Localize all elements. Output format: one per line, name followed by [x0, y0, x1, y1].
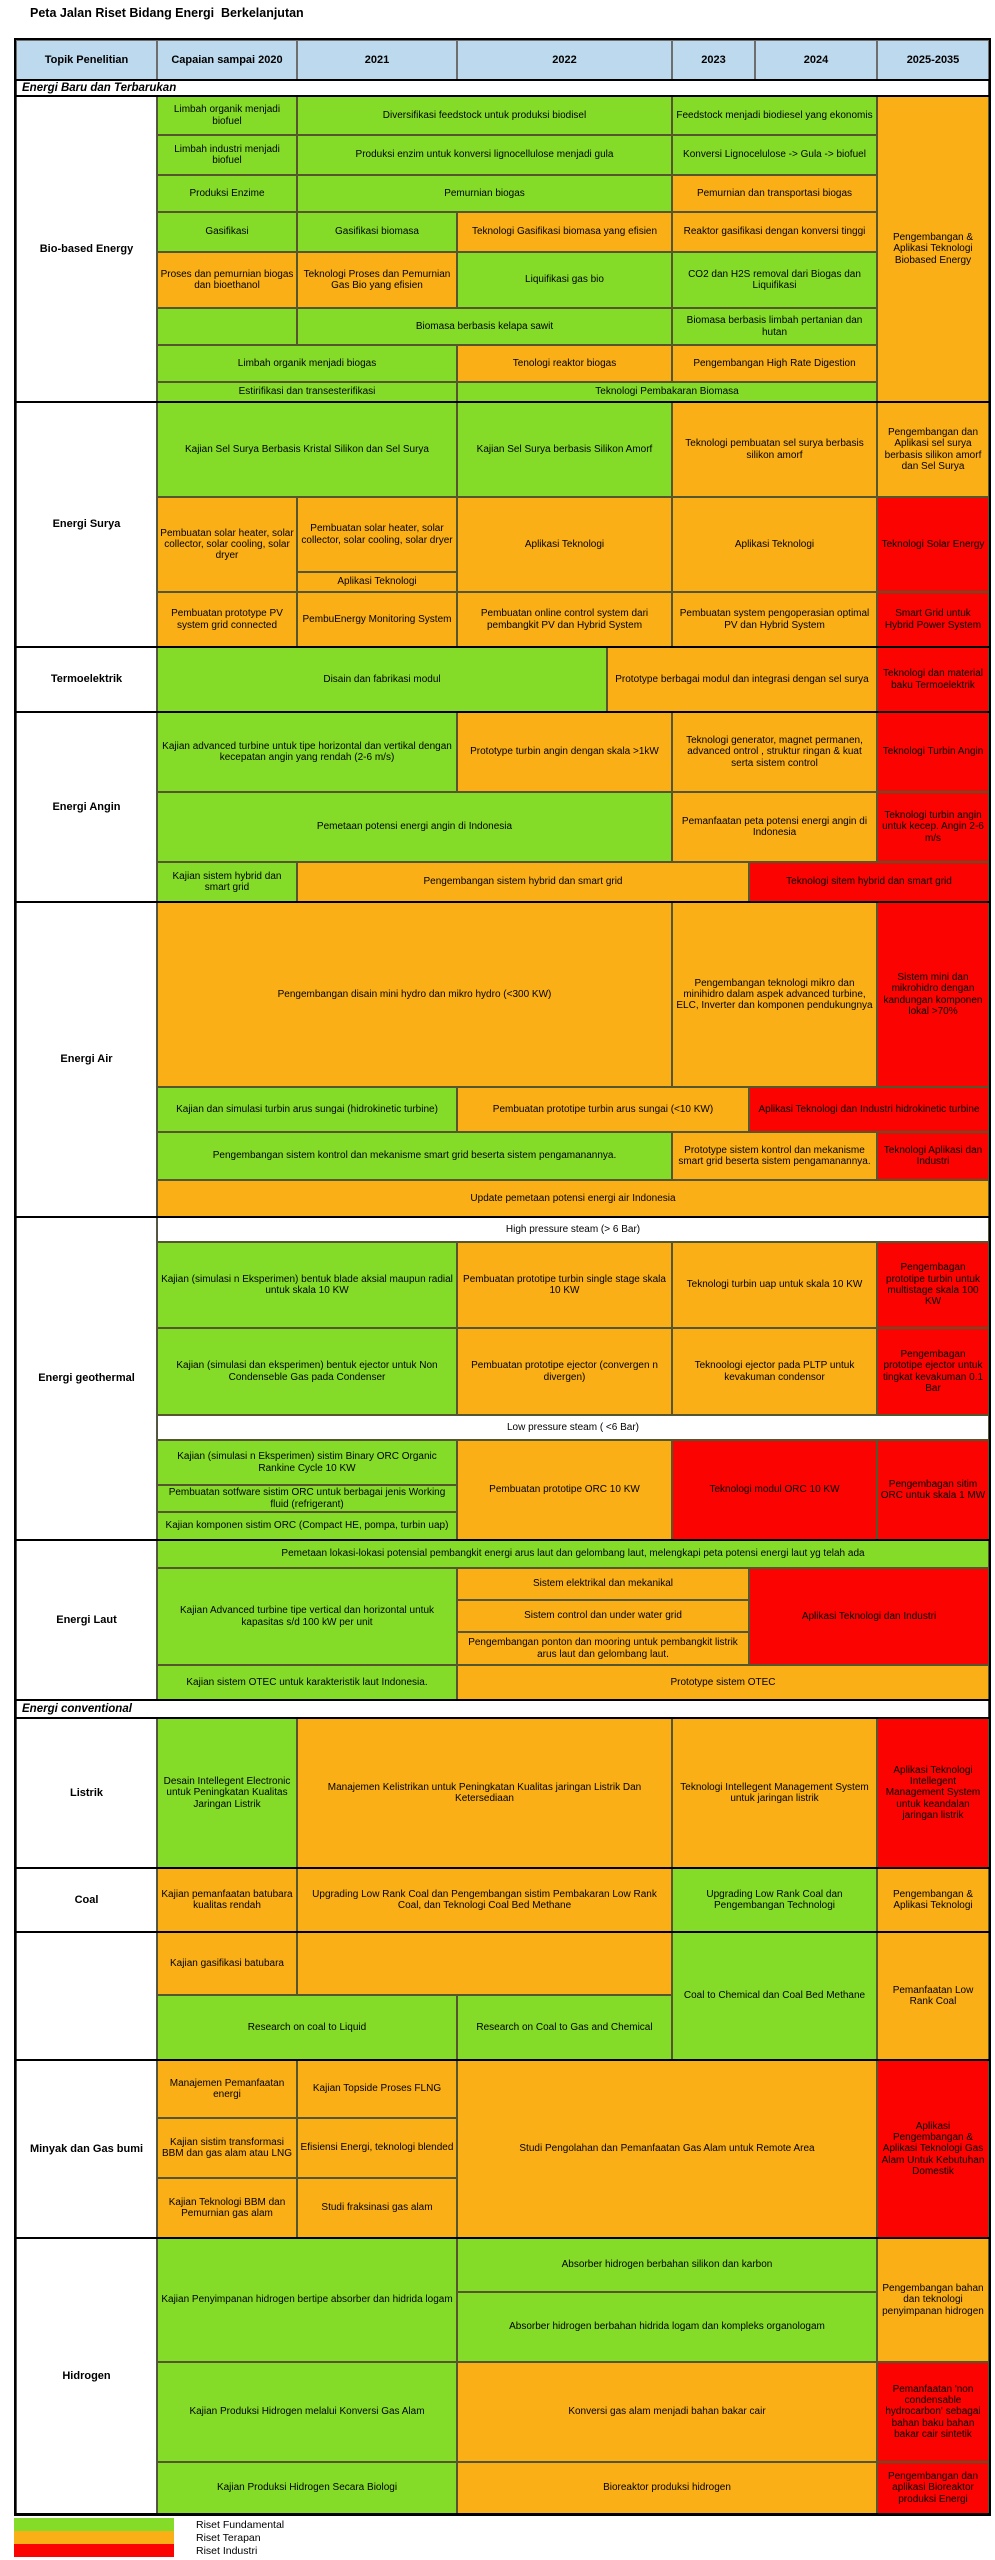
- roadmap-cell: Bioreaktor produksi hidrogen: [457, 2462, 877, 2514]
- roadmap-cell: Teknologi sitem hybrid dan smart grid: [749, 862, 989, 902]
- section-divider: [16, 646, 989, 648]
- topic-label: Listrik: [16, 1718, 157, 1868]
- roadmap-cell: Studi fraksinasi gas alam: [297, 2178, 457, 2238]
- legend-label: Riset Industri: [196, 2544, 258, 2557]
- roadmap-cell: Pembuatan prototipe turbin single stage skala 10 KW: [457, 1242, 672, 1328]
- roadmap-cell: Kajian komponen sistim ORC (Compact HE, pompa, turbin uap): [157, 1512, 457, 1540]
- roadmap-cell: Teknologi Proses dan Pemurnian Gas Bio yang efisien: [297, 252, 457, 308]
- roadmap-cell: Aplikasi Teknologi dan Industri: [749, 1568, 989, 1665]
- roadmap-cell: Pengembangan High Rate Digestion: [672, 345, 877, 382]
- column-header: 2025-2035: [877, 40, 989, 80]
- roadmap-cell: Pembuatan solar heater, solar collector, solar cooling, solar dryer: [297, 497, 457, 572]
- roadmap-cell: Limbah industri menjadi biofuel: [157, 135, 297, 175]
- roadmap-cell: Kajian Sel Surya Berbasis Kristal Silikon dan Sel Surya: [157, 402, 457, 497]
- roadmap-cell: Kajian Advanced turbine tipe vertical dan horizontal untuk kapasitas s/d 100 kW per unit: [157, 1568, 457, 1665]
- roadmap-cell: Kajian (simulasi n Eksperimen) bentuk blade aksial maupun radial untuk skala 10 KW: [157, 1242, 457, 1328]
- roadmap-cell: Manajemen Kelistrikan untuk Peningkatan Kualitas jaringan Listrik Dan Ketersediaan: [297, 1718, 672, 1868]
- roadmap-cell: Pengembangan dan Aplikasi sel surya berbasis silikon amorf dan Sel Surya: [877, 402, 989, 497]
- page-title: Peta Jalan Riset Bidang Energi Berkelanjutan: [30, 6, 304, 20]
- roadmap-cell: Pemetaan potensi energi angin di Indonesia: [157, 792, 672, 862]
- roadmap-cell: Pembuatan prototype PV system grid connected: [157, 592, 297, 647]
- topic-label: Hidrogen: [16, 2238, 157, 2514]
- roadmap-cell: Teknoologi ejector pada PLTP untuk kevakuman condensor: [672, 1328, 877, 1415]
- roadmap-cell: Biomasa berbasis limbah pertanian dan hutan: [672, 308, 877, 345]
- roadmap-cell: Pengembagan sitim ORC untuk skala 1 MW: [877, 1440, 989, 1540]
- roadmap-cell: Aplikasi Teknologi: [297, 572, 457, 592]
- roadmap-cell: Kajian sistem hybrid dan smart grid: [157, 862, 297, 902]
- legend-item: [14, 2518, 284, 2531]
- section-divider: [16, 1867, 989, 1869]
- roadmap-cell: Desain Intellegent Electronic untuk Peningkatan Kualitas Jaringan Listrik: [157, 1718, 297, 1868]
- roadmap-cell: Teknologi Turbin Angin: [877, 712, 989, 792]
- roadmap-cell: Produksi enzim untuk konversi lignocellulose menjadi gula: [297, 135, 672, 175]
- roadmap-cell: Kajian sistim transformasi BBM dan gas alam atau LNG: [157, 2118, 297, 2178]
- roadmap-cell: Teknologi dan material baku Termoelektrik: [877, 647, 989, 712]
- roadmap-cell: Konversi gas alam menjadi bahan bakar cair: [457, 2362, 877, 2462]
- section-divider: [16, 95, 989, 97]
- roadmap-cell: Pengembangan bahan dan teknologi penyimpanan hidrogen: [877, 2238, 989, 2362]
- roadmap-cell: Sistem control dan under water grid: [457, 1600, 749, 1632]
- roadmap-cell: Sistem elektrikal dan mekanikal: [457, 1568, 749, 1600]
- legend: [14, 2518, 284, 2557]
- roadmap-cell: Pembuatan system pengoperasian optimal PV dan Hybrid System: [672, 592, 877, 647]
- legend-item: [14, 2544, 284, 2557]
- roadmap-cell: Pembuatan online control system dari pembangkit PV dan Hybrid System: [457, 592, 672, 647]
- roadmap-cell: Aplikasi Teknologi: [457, 497, 672, 592]
- roadmap-cell: Pembuatan prototipe ejector (convergen n divergen): [457, 1328, 672, 1415]
- roadmap-cell: Low pressure steam ( <6 Bar): [157, 1415, 989, 1440]
- roadmap-cell: Limbah organik menjadi biogas: [157, 345, 457, 382]
- roadmap-cell: Pengembangan sistem hybrid dan smart grid: [297, 862, 749, 902]
- roadmap-cell: PembuEnergy Monitoring System: [297, 592, 457, 647]
- roadmap-cell: Teknologi Gasifikasi biomasa yang efisien: [457, 212, 672, 252]
- section-divider: [16, 2059, 989, 2061]
- topic-label: Energi Laut: [16, 1540, 157, 1700]
- roadmap-cell: Biomasa berbasis kelapa sawit: [297, 308, 672, 345]
- roadmap-cell: Limbah organik menjadi biofuel: [157, 96, 297, 135]
- roadmap-cell: Gasifikasi biomasa: [297, 212, 457, 252]
- column-header: Capaian sampai 2020: [157, 40, 297, 80]
- topic-label: Energi Surya: [16, 402, 157, 647]
- roadmap-cell: Prototype sistem OTEC: [457, 1665, 989, 1700]
- roadmap-cell: Studi Pengolahan dan Pemanfaatan Gas Alam untuk Remote Area: [457, 2060, 877, 2238]
- roadmap-cell: Teknologi Intellegent Management System untuk jaringan listrik: [672, 1718, 877, 1868]
- section-divider: [16, 79, 989, 81]
- topic-label: Bio-based Energy: [16, 96, 157, 402]
- roadmap-cell: Pengembangan teknologi mikro dan minihidro dalam aspek advanced turbine, ELC, Inverter dan komponen pendukungnya: [672, 902, 877, 1087]
- roadmap-cell: Kajian advanced turbine untuk tipe horizontal dan vertikal dengan kecepatan angin yang rendah (2-6 m/s): [157, 712, 457, 792]
- roadmap-cell: Teknologi pembuatan sel surya berbasis silikon amorf: [672, 402, 877, 497]
- roadmap-cell: Pengembangan ponton dan mooring untuk pembangkit listrik arus laut dan gelombang laut.: [457, 1632, 749, 1665]
- roadmap-cell: Teknologi Solar Energy: [877, 497, 989, 592]
- roadmap-cell: Teknologi turbin uap untuk skala 10 KW: [672, 1242, 877, 1328]
- roadmap-cell: Aplikasi Pengembangan & Aplikasi Teknologi Gas Alam Untuk Kebutuhan Domestik: [877, 2060, 989, 2238]
- section-divider: [16, 401, 989, 403]
- roadmap-cell: Research on coal to Liquid: [157, 1995, 457, 2060]
- roadmap-cell: Kajian Sel Surya berbasis Silikon Amorf: [457, 402, 672, 497]
- roadmap-cell: Proses dan pemurnian biogas dan bioethanol: [157, 252, 297, 308]
- roadmap-cell: Kajian Penyimpanan hidrogen bertipe absorber dan hidrida logam: [157, 2238, 457, 2362]
- column-header: 2023: [672, 40, 755, 80]
- roadmap-cell: Estirifikasi dan transesterifikasi: [157, 382, 457, 402]
- roadmap-cell: Produksi Enzime: [157, 175, 297, 212]
- section-divider: [16, 1699, 989, 1701]
- roadmap-cell: Coal to Chemical dan Coal Bed Methane: [672, 1932, 877, 2060]
- roadmap-cell: Tenologi reaktor biogas: [457, 345, 672, 382]
- roadmap-cell: Diversifikasi feedstock untuk produksi biodisel: [297, 96, 672, 135]
- roadmap-cell: Kajian Produksi Hidrogen Secara Biologi: [157, 2462, 457, 2514]
- column-header: 2022: [457, 40, 672, 80]
- roadmap-cell: Kajian Teknologi BBM dan Pemurnian gas alam: [157, 2178, 297, 2238]
- roadmap-cell: Reaktor gasifikasi dengan konversi tinggi: [672, 212, 877, 252]
- roadmap-cell: Upgrading Low Rank Coal dan Pengembangan sistim Pembakaran Low Rank Coal, dan Teknologi Coal Bed Methane: [297, 1868, 672, 1932]
- roadmap-cell: Pembuatan solar heater, solar collector, solar cooling, solar dryer: [157, 497, 297, 592]
- roadmap-cell: Teknologi generator, magnet permanen, advanced ontrol , struktur ringan & kuat serta sistem control: [672, 712, 877, 792]
- topic-label: [16, 1932, 157, 2060]
- legend-label: Riset Fundamental: [196, 2518, 285, 2531]
- roadmap-cell: Kajian sistem OTEC untuk karakteristik laut Indonesia.: [157, 1665, 457, 1700]
- legend-swatch: [14, 2518, 174, 2531]
- roadmap-cell: Pemurnian biogas: [297, 175, 672, 212]
- topic-label: Energi Angin: [16, 712, 157, 902]
- column-header: Topik Penelitian: [16, 40, 157, 80]
- roadmap-cell: Pembuatan prototipe ORC 10 KW: [457, 1440, 672, 1540]
- legend-label: Riset Terapan: [196, 2531, 261, 2544]
- roadmap-cell: High pressure steam (> 6 Bar): [157, 1217, 989, 1242]
- roadmap-cell: Pemanfaatan 'non condensable hydrocarbon' sebagai bahan baku bahan bakar cair sintetik: [877, 2362, 989, 2462]
- roadmap-cell: Pembuatan prototipe turbin arus sungai (<10 KW): [457, 1087, 749, 1132]
- legend-item: [14, 2531, 284, 2544]
- roadmap-cell: Feedstock menjadi biodiesel yang ekonomis: [672, 96, 877, 135]
- roadmap-cell: Smart Grid untuk Hybrid Power System: [877, 592, 989, 647]
- topic-label: Energi geothermal: [16, 1217, 157, 1540]
- roadmap-cell: Kajian dan simulasi turbin arus sungai (hidrokinetic turbine): [157, 1087, 457, 1132]
- legend-swatch: [14, 2544, 174, 2557]
- roadmap-cell: Pengembagan prototipe ejector untuk tingkat kevakuman 0.1 Bar: [877, 1328, 989, 1415]
- section-divider: [16, 1216, 989, 1218]
- roadmap-cell: Research on Coal to Gas and Chemical: [457, 1995, 672, 2060]
- section-divider: [16, 1717, 989, 1719]
- roadmap-table: [14, 38, 991, 2516]
- roadmap-cell: Liquifikasi gas bio: [457, 252, 672, 308]
- roadmap-cell: Kajian (simulasi dan eksperimen) bentuk ejector untuk Non Condenseble Gas pada Condenser: [157, 1328, 457, 1415]
- roadmap-cell: CO2 dan H2S removal dari Biogas dan Liquifikasi: [672, 252, 877, 308]
- section-divider: [16, 711, 989, 713]
- roadmap-cell: Teknologi Pembakaran Biomasa: [457, 382, 877, 402]
- column-header: 2024: [755, 40, 877, 80]
- roadmap-cell: Aplikasi Teknologi: [672, 497, 877, 592]
- roadmap-cell: Prototype sistem kontrol dan mekanisme smart grid beserta sistem pengamanannya.: [672, 1132, 877, 1180]
- topic-label: Termoelektrik: [16, 647, 157, 712]
- roadmap-cell: Pengembangan sistem kontrol dan mekanisme smart grid beserta sistem pengamanannya.: [157, 1132, 672, 1180]
- roadmap-cell: Pengembangan dan aplikasi Bioreaktor produksi Energi: [877, 2462, 989, 2514]
- section-divider: [16, 2513, 989, 2515]
- roadmap-cell: [297, 1932, 672, 1995]
- roadmap-cell: Teknologi modul ORC 10 KW: [672, 1440, 877, 1540]
- roadmap-cell: Pemanfaatan peta potensi energi angin di Indonesia: [672, 792, 877, 862]
- roadmap-cell: Prototype berbagai modul dan integrasi dengan sel surya: [607, 647, 877, 712]
- section-divider: [16, 1539, 989, 1541]
- roadmap-cell: Prototype turbin angin dengan skala >1kW: [457, 712, 672, 792]
- topic-label: Coal: [16, 1868, 157, 1932]
- roadmap-cell: Pengembagan prototipe turbin untuk multistage skala 100 KW: [877, 1242, 989, 1328]
- roadmap-cell: Pemanfaatan Low Rank Coal: [877, 1932, 989, 2060]
- roadmap-cell: Upgrading Low Rank Coal dan Pengembangan Technologi: [672, 1868, 877, 1932]
- section-divider: [16, 2237, 989, 2239]
- roadmap-cell: Sistem mini dan mikrohidro dengan kandungan komponen lokal >70%: [877, 902, 989, 1087]
- section-banner: Energi conventional: [16, 1700, 989, 1718]
- roadmap-cell: Pengembangan & Aplikasi Teknologi Biobased Energy: [877, 96, 989, 402]
- roadmap-cell: Konversi Lignocelulose -> Gula -> biofuel: [672, 135, 877, 175]
- roadmap-cell: Aplikasi Teknologi dan Industri hidrokinetic turbine: [749, 1087, 989, 1132]
- section-banner: Energi Baru dan Terbarukan: [16, 80, 989, 96]
- topic-label: Minyak dan Gas bumi: [16, 2060, 157, 2238]
- roadmap-cell: Teknologi turbin angin untuk kecep. Angin 2-6 m/s: [877, 792, 989, 862]
- roadmap-cell: Kajian Topside Proses FLNG: [297, 2060, 457, 2118]
- column-header: 2021: [297, 40, 457, 80]
- roadmap-cell: Pengembangan & Aplikasi Teknologi: [877, 1868, 989, 1932]
- roadmap-cell: [157, 308, 297, 345]
- roadmap-cell: Pemurnian dan transportasi biogas: [672, 175, 877, 212]
- roadmap-cell: Aplikasi Teknologi Intellegent Management System untuk keandalan jaringan listrik: [877, 1718, 989, 1868]
- section-divider: [16, 1931, 989, 1933]
- roadmap-cell: Update pemetaan potensi energi air Indonesia: [157, 1180, 989, 1217]
- roadmap-cell: Pemetaan lokasi-lokasi potensial pembangkit energi arus laut dan gelombang laut, melengkapi peta potensi energi laut yg telah ada: [157, 1540, 989, 1568]
- roadmap-cell: Kajian gasifikasi batubara: [157, 1932, 297, 1995]
- topic-label: Energi Air: [16, 902, 157, 1217]
- roadmap-cell: Pembuatan sotfware sistim ORC untuk berbagai jenis Working fluid (refrigerant): [157, 1485, 457, 1512]
- roadmap-cell: Efisiensi Energi, teknologi blended: [297, 2118, 457, 2178]
- roadmap-cell: Pengembangan disain mini hydro dan mikro hydro (<300 KW): [157, 902, 672, 1087]
- roadmap-cell: Kajian (simulasi n Eksperimen) sistim Binary ORC Organic Rankine Cycle 10 KW: [157, 1440, 457, 1485]
- roadmap-cell: Disain dan fabrikasi modul: [157, 647, 607, 712]
- roadmap-cell: Absorber hidrogen berbahan hidrida logam dan kompleks organologam: [457, 2292, 877, 2362]
- roadmap-cell: Teknologi Aplikasi dan Industri: [877, 1132, 989, 1180]
- roadmap-cell: Absorber hidrogen berbahan silikon dan karbon: [457, 2238, 877, 2292]
- legend-swatch: [14, 2531, 174, 2544]
- roadmap-cell: Kajian pemanfaatan batubara kualitas rendah: [157, 1868, 297, 1932]
- section-divider: [16, 901, 989, 903]
- roadmap-cell: Gasifikasi: [157, 212, 297, 252]
- roadmap-cell: Manajemen Pemanfaatan energi: [157, 2060, 297, 2118]
- roadmap-cell: Kajian Produksi Hidrogen melalui Konversi Gas Alam: [157, 2362, 457, 2462]
